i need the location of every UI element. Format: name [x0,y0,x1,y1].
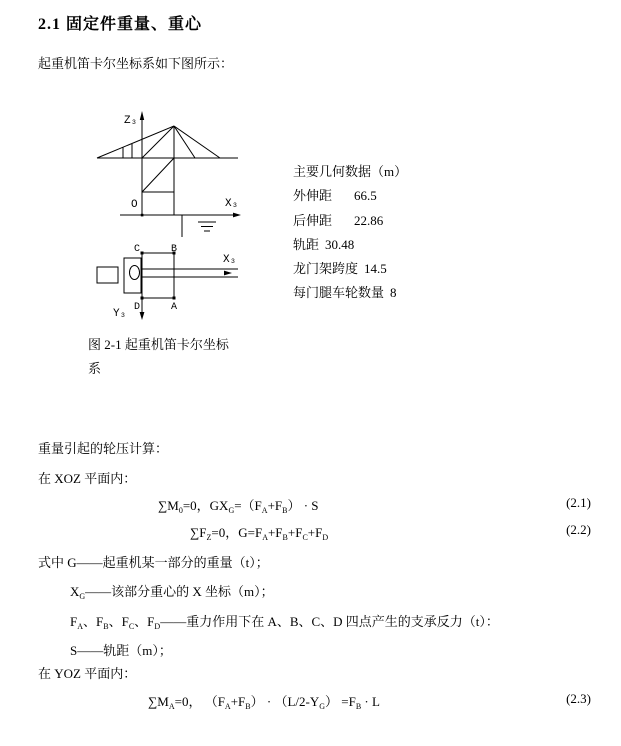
page-title: 2.1 固定件重量、重心 [38,16,203,33]
equation-content: $\sum M_0=0$，$GX_G=(F_A+F_B) \cdot S$ [158,498,319,515]
geometry-data-heading: 主要几何数据（m） [293,164,408,179]
equation-2-2 [38,522,591,542]
z3-axis-label: Z₃ [124,115,138,127]
definition-xg: $X_G——$该部分重心的 X 坐标（m）； [70,584,274,601]
geometry-data-row: 后伸距 22.86 [293,212,384,228]
x3-axis-label-top: X₃ [225,198,239,210]
crane-plan-view [97,253,238,313]
equation-content: $\sum F_Z=0$，$G=F_A+F_B+F_C+F_D$ [190,525,329,542]
equation-number: (2.3) [566,691,591,706]
geometry-data-row: 轨距 30.48 [293,236,355,252]
y3-axis-label: Y₃ [113,308,127,320]
x3-axis-label-bottom: X₃ [223,254,237,266]
definition-s: S——轨距（m）； [70,643,172,658]
figure-caption-line1: 图 2-1 起重机笛卡尔坐标 [88,337,229,352]
equation-2-3 [38,691,591,711]
figure-caption-line2: 系 [88,361,102,376]
calculation-heading: 重量引起的轮压计算： [38,441,169,456]
geometry-data-row: 外伸距 66.5 [293,188,377,204]
crane-coordinate-diagram [90,105,250,335]
equation-content: $\sum M_A=0$， $(F_A+F_B) \cdot (L/2-Y_G) =F_B \cdot L$ [148,694,380,711]
ground-level-icon [198,222,216,231]
geometry-data-row: 龙门架跨度 14.5 [293,261,387,277]
definition-g: 式中 G——起重机某一部分的重量（t）； [38,555,269,570]
equation-number: (2.1) [566,495,591,510]
geometry-data-row: 每门腿车轮数量 8 [293,285,397,301]
plan-view-markers [140,252,232,321]
crane-elevation-view [97,115,238,237]
corner-a-label: A [171,302,178,313]
definition-forces: $F_A$、$F_B$、$F_C$、$F_D——$重力作用下在 A、B、C、D 四点产生的支承反力（t）： [70,614,499,631]
origin-label-top: O [131,199,138,211]
origin-ellipse-bottom [130,266,140,280]
corner-d-label: D [134,302,141,313]
plane-yoz-label: 在 YOZ 平面内： [38,666,137,681]
equation-2-1 [38,495,591,515]
equation-number: (2.2) [566,522,591,537]
geometry-data-block [293,160,407,306]
intro-text: 起重机笛卡尔坐标系如下图所示： [38,56,234,71]
plane-xoz-label: 在 XOZ 平面内： [38,471,137,486]
corner-c-label: C [134,244,141,255]
corner-b-label: B [171,244,178,255]
